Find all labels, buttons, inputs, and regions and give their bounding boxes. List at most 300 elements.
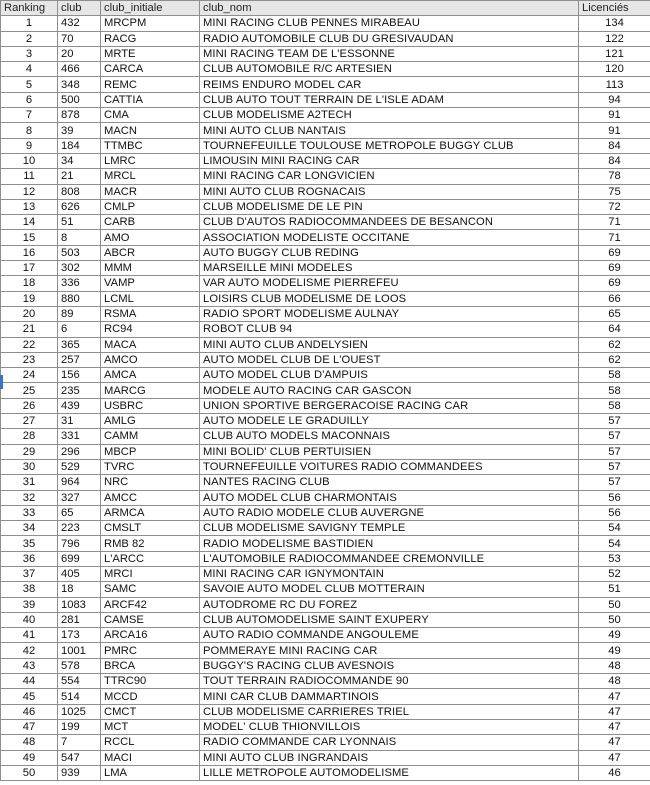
cell-ranking[interactable]: 1 xyxy=(1,16,58,31)
cell-club-nom[interactable]: MINI AUTO CLUB INGRANDAIS xyxy=(200,750,579,765)
cell-licencies[interactable]: 47 xyxy=(579,735,650,750)
cell-ranking[interactable]: 4 xyxy=(1,62,58,77)
table-row xyxy=(1,46,650,61)
cell-licencies[interactable]: 53 xyxy=(579,551,650,566)
table-row xyxy=(1,429,650,444)
cell-club-nom[interactable]: MINI AUTO CLUB NANTAIS xyxy=(200,123,579,138)
cell-ranking[interactable]: 6 xyxy=(1,92,58,107)
cell-licencies[interactable]: 65 xyxy=(579,306,650,321)
cell-club[interactable]: 296 xyxy=(58,444,101,459)
cell-club[interactable]: 31 xyxy=(58,414,101,429)
cell-ranking[interactable]: 8 xyxy=(1,123,58,138)
cell-club-initiale[interactable]: ARCA16 xyxy=(101,628,200,643)
cell-licencies[interactable]: 46 xyxy=(579,765,650,780)
cell-club[interactable]: 70 xyxy=(58,31,101,46)
cell-club[interactable]: 626 xyxy=(58,199,101,214)
cell-club-initiale[interactable]: MRCPM xyxy=(101,16,200,31)
cell-club[interactable]: 466 xyxy=(58,62,101,77)
cell-club-initiale[interactable]: MCCD xyxy=(101,689,200,704)
header-club-initiale[interactable]: club_initiale xyxy=(101,1,200,16)
table-row xyxy=(1,689,650,704)
cell-club[interactable]: 529 xyxy=(58,459,101,474)
cell-ranking[interactable]: 32 xyxy=(1,490,58,505)
cell-licencies[interactable]: 56 xyxy=(579,505,650,520)
table-row xyxy=(1,414,650,429)
cell-club-nom[interactable]: AUTO MODEL CLUB DE L'OUEST xyxy=(200,352,579,367)
cell-club-nom[interactable]: CLUB AUTOMOBILE R/C ARTESIEN xyxy=(200,62,579,77)
cell-club-initiale[interactable]: MCT xyxy=(101,719,200,734)
cell-ranking[interactable]: 50 xyxy=(1,765,58,780)
cell-club-nom[interactable]: LOISIRS CLUB MODELISME DE LOOS xyxy=(200,291,579,306)
cell-club[interactable]: 331 xyxy=(58,429,101,444)
cell-club-nom[interactable]: TOURNEFEUILLE VOITURES RADIO COMMANDEES xyxy=(200,459,579,474)
cell-ranking[interactable]: 5 xyxy=(1,77,58,92)
cell-club-initiale[interactable]: RCCL xyxy=(101,735,200,750)
cell-club-initiale[interactable]: LCML xyxy=(101,291,200,306)
cell-licencies[interactable]: 64 xyxy=(579,322,650,337)
cell-licencies[interactable]: 51 xyxy=(579,582,650,597)
cell-ranking[interactable]: 31 xyxy=(1,475,58,490)
cell-club-initiale[interactable]: MACA xyxy=(101,337,200,352)
cell-ranking[interactable]: 19 xyxy=(1,291,58,306)
cell-club-nom[interactable]: TOUT TERRAIN RADIOCOMMANDE 90 xyxy=(200,674,579,689)
cell-club[interactable]: 199 xyxy=(58,719,101,734)
cell-club-initiale[interactable]: NRC xyxy=(101,475,200,490)
cell-club-nom[interactable]: REIMS ENDURO MODEL CAR xyxy=(200,77,579,92)
cell-club[interactable]: 878 xyxy=(58,108,101,123)
cell-ranking[interactable]: 29 xyxy=(1,444,58,459)
cell-licencies[interactable]: 91 xyxy=(579,108,650,123)
cell-ranking[interactable]: 23 xyxy=(1,352,58,367)
cell-licencies[interactable]: 47 xyxy=(579,689,650,704)
cell-club-nom[interactable]: RADIO MODELISME BASTIDIEN xyxy=(200,536,579,551)
cell-club-nom[interactable]: AUTO MODEL CLUB D'AMPUIS xyxy=(200,368,579,383)
cell-club-initiale[interactable]: VAMP xyxy=(101,276,200,291)
cell-club-nom[interactable]: MINI RACING TEAM DE L'ESSONNE xyxy=(200,46,579,61)
table-row xyxy=(1,383,650,398)
table-row xyxy=(1,123,650,138)
cell-club-nom[interactable]: SAVOIE AUTO MODEL CLUB MOTTERAIN xyxy=(200,582,579,597)
cell-licencies[interactable]: 58 xyxy=(579,383,650,398)
cell-club-nom[interactable]: CLUB AUTOMODELISME SAINT EXUPERY xyxy=(200,612,579,627)
table-row xyxy=(1,261,650,276)
table-row xyxy=(1,612,650,627)
cell-club-nom[interactable]: MARSEILLE MINI MODELES xyxy=(200,261,579,276)
cell-club[interactable]: 281 xyxy=(58,612,101,627)
cell-club[interactable]: 34 xyxy=(58,153,101,168)
cell-club[interactable]: 699 xyxy=(58,551,101,566)
cell-club-initiale[interactable]: CMSLT xyxy=(101,521,200,536)
cell-club-nom[interactable]: CLUB AUTO MODELS MACONNAIS xyxy=(200,429,579,444)
cell-ranking[interactable]: 42 xyxy=(1,643,58,658)
cell-club-initiale[interactable]: PMRC xyxy=(101,643,200,658)
cell-ranking[interactable]: 41 xyxy=(1,628,58,643)
table-row xyxy=(1,628,650,643)
cell-ranking[interactable]: 37 xyxy=(1,566,58,581)
cell-club[interactable]: 880 xyxy=(58,291,101,306)
table-row xyxy=(1,337,650,352)
cell-club-nom[interactable]: L'AUTOMOBILE RADIOCOMMANDEE CREMONVILLE xyxy=(200,551,579,566)
table-row xyxy=(1,16,650,31)
cell-club[interactable]: 365 xyxy=(58,337,101,352)
header-club[interactable]: club xyxy=(58,1,101,16)
cell-ranking[interactable]: 14 xyxy=(1,215,58,230)
cell-club-nom[interactable]: TOURNEFEUILLE TOULOUSE METROPOLE BUGGY CLUB xyxy=(200,138,579,153)
cell-club-nom[interactable]: RADIO SPORT MODELISME AULNAY xyxy=(200,306,579,321)
cell-ranking[interactable]: 13 xyxy=(1,199,58,214)
cell-licencies[interactable]: 57 xyxy=(579,444,650,459)
cell-ranking[interactable]: 2 xyxy=(1,31,58,46)
cell-club[interactable]: 6 xyxy=(58,322,101,337)
cell-licencies[interactable]: 62 xyxy=(579,352,650,367)
cell-club-initiale[interactable]: TTRC90 xyxy=(101,674,200,689)
cell-club[interactable]: 21 xyxy=(58,169,101,184)
cell-ranking[interactable]: 20 xyxy=(1,306,58,321)
cell-licencies[interactable]: 113 xyxy=(579,77,650,92)
cell-club-initiale[interactable]: RMB 82 xyxy=(101,536,200,551)
table-row xyxy=(1,215,650,230)
cell-club-nom[interactable]: AUTO MODEL CLUB CHARMONTAIS xyxy=(200,490,579,505)
cell-club-nom[interactable]: LILLE METROPOLE AUTOMODELISME xyxy=(200,765,579,780)
cell-club[interactable]: 964 xyxy=(58,475,101,490)
cell-club-nom[interactable]: MINI AUTO CLUB ROGNACAIS xyxy=(200,184,579,199)
cell-club-nom[interactable]: MINI RACING CLUB PENNES MIRABEAU xyxy=(200,16,579,31)
cell-licencies[interactable]: 134 xyxy=(579,16,650,31)
table-body xyxy=(1,16,650,781)
cell-licencies[interactable]: 91 xyxy=(579,123,650,138)
cell-licencies[interactable]: 52 xyxy=(579,566,650,581)
cell-club[interactable]: 1001 xyxy=(58,643,101,658)
cell-ranking[interactable]: 22 xyxy=(1,337,58,352)
cell-club-initiale[interactable]: AMCA xyxy=(101,368,200,383)
cell-club-nom[interactable]: AUTODROME RC DU FOREZ xyxy=(200,597,579,612)
cell-ranking[interactable]: 36 xyxy=(1,551,58,566)
table-row xyxy=(1,704,650,719)
cell-club[interactable]: 20 xyxy=(58,46,101,61)
cell-club[interactable]: 327 xyxy=(58,490,101,505)
header-row xyxy=(1,1,650,16)
table-row xyxy=(1,368,650,383)
table-row xyxy=(1,245,650,260)
cell-club-initiale[interactable]: AMLG xyxy=(101,414,200,429)
cell-ranking[interactable]: 18 xyxy=(1,276,58,291)
cell-club-nom[interactable]: CLUB MODELISME SAVIGNY TEMPLE xyxy=(200,521,579,536)
cell-ranking[interactable]: 9 xyxy=(1,138,58,153)
cell-licencies[interactable]: 75 xyxy=(579,184,650,199)
cell-club-nom[interactable]: MODEL' CLUB THIONVILLOIS xyxy=(200,719,579,734)
cell-licencies[interactable]: 122 xyxy=(579,31,650,46)
table-row xyxy=(1,505,650,520)
cell-licencies[interactable]: 47 xyxy=(579,719,650,734)
cell-club-initiale[interactable]: RACG xyxy=(101,31,200,46)
cell-ranking[interactable]: 12 xyxy=(1,184,58,199)
cell-licencies[interactable]: 56 xyxy=(579,490,650,505)
cell-ranking[interactable]: 25 xyxy=(1,383,58,398)
cell-ranking[interactable]: 39 xyxy=(1,597,58,612)
cell-ranking[interactable]: 44 xyxy=(1,674,58,689)
cell-ranking[interactable]: 16 xyxy=(1,245,58,260)
cell-club-nom[interactable]: UNION SPORTIVE BERGERACOISE RACING CAR xyxy=(200,398,579,413)
header-licencies[interactable]: Licenciés xyxy=(579,1,650,16)
cell-club-initiale[interactable]: MRCL xyxy=(101,169,200,184)
cell-club-initiale[interactable]: CMA xyxy=(101,108,200,123)
cell-club-nom[interactable]: LIMOUSIN MINI RACING CAR xyxy=(200,153,579,168)
cell-club-initiale[interactable]: RSMA xyxy=(101,306,200,321)
cell-club-nom[interactable]: CLUB MODELISME DE LE PIN xyxy=(200,199,579,214)
cell-club-initiale[interactable]: CMLP xyxy=(101,199,200,214)
cell-club-nom[interactable]: ASSOCIATION MODELISTE OCCITANE xyxy=(200,230,579,245)
table-row xyxy=(1,169,650,184)
cell-club-nom[interactable]: MINI RACING CAR LONGVICIEN xyxy=(200,169,579,184)
cell-club-nom[interactable]: AUTO RADIO COMMANDE ANGOULEME xyxy=(200,628,579,643)
cell-club-nom[interactable]: ROBOT CLUB 94 xyxy=(200,322,579,337)
cell-club[interactable]: 18 xyxy=(58,582,101,597)
cell-club[interactable]: 156 xyxy=(58,368,101,383)
cell-licencies[interactable]: 84 xyxy=(579,153,650,168)
cell-club-initiale[interactable]: REMC xyxy=(101,77,200,92)
cell-club[interactable]: 500 xyxy=(58,92,101,107)
cell-club-nom[interactable]: CLUB D'AUTOS RADIOCOMMANDEES DE BESANCON xyxy=(200,215,579,230)
cell-club-nom[interactable]: AUTO MODELE LE GRADUILLY xyxy=(200,414,579,429)
table-row xyxy=(1,138,650,153)
cell-ranking[interactable]: 7 xyxy=(1,108,58,123)
cell-licencies[interactable]: 121 xyxy=(579,46,650,61)
cell-club-nom[interactable]: CLUB MODELISME CARRIERES TRIEL xyxy=(200,704,579,719)
cell-club[interactable]: 257 xyxy=(58,352,101,367)
table-row xyxy=(1,153,650,168)
cell-club-initiale[interactable]: ARCF42 xyxy=(101,597,200,612)
cell-club-nom[interactable]: POMMERAYE MINI RACING CAR xyxy=(200,643,579,658)
table-row xyxy=(1,230,650,245)
cell-club-initiale[interactable]: CAMSE xyxy=(101,612,200,627)
table-row xyxy=(1,199,650,214)
cell-club[interactable]: 336 xyxy=(58,276,101,291)
cell-club[interactable]: 173 xyxy=(58,628,101,643)
table-row xyxy=(1,62,650,77)
cell-ranking[interactable]: 21 xyxy=(1,322,58,337)
cell-licencies[interactable]: 69 xyxy=(579,276,650,291)
cell-club-nom[interactable]: CLUB AUTO TOUT TERRAIN DE L'ISLE ADAM xyxy=(200,92,579,107)
cell-licencies[interactable]: 49 xyxy=(579,628,650,643)
cell-club-nom[interactable]: NANTES RACING CLUB xyxy=(200,475,579,490)
cell-ranking[interactable]: 24 xyxy=(1,368,58,383)
table-row xyxy=(1,597,650,612)
table-row xyxy=(1,582,650,597)
cell-club[interactable]: 184 xyxy=(58,138,101,153)
table-row xyxy=(1,521,650,536)
cell-club-initiale[interactable]: ABCR xyxy=(101,245,200,260)
cell-licencies[interactable]: 57 xyxy=(579,429,650,444)
cell-ranking[interactable]: 45 xyxy=(1,689,58,704)
cell-club[interactable]: 39 xyxy=(58,123,101,138)
cell-licencies[interactable]: 50 xyxy=(579,612,650,627)
cell-club-initiale[interactable]: ARMCA xyxy=(101,505,200,520)
cell-club-nom[interactable]: BUGGY'S RACING CLUB AVESNOIS xyxy=(200,658,579,673)
cell-club[interactable]: 348 xyxy=(58,77,101,92)
cell-club[interactable]: 235 xyxy=(58,383,101,398)
cell-club-initiale[interactable]: CARCA xyxy=(101,62,200,77)
cell-club[interactable]: 578 xyxy=(58,658,101,673)
cell-club[interactable]: 439 xyxy=(58,398,101,413)
cell-ranking[interactable]: 27 xyxy=(1,414,58,429)
cell-club[interactable]: 302 xyxy=(58,261,101,276)
cell-ranking[interactable]: 38 xyxy=(1,582,58,597)
cell-ranking[interactable]: 47 xyxy=(1,719,58,734)
cell-ranking[interactable]: 30 xyxy=(1,459,58,474)
cell-club-nom[interactable]: RADIO AUTOMOBILE CLUB DU GRESIVAUDAN xyxy=(200,31,579,46)
header-ranking[interactable]: Ranking xyxy=(1,1,58,16)
cell-club[interactable]: 808 xyxy=(58,184,101,199)
cell-club[interactable]: 8 xyxy=(58,230,101,245)
cell-licencies[interactable]: 71 xyxy=(579,230,650,245)
cell-licencies[interactable]: 66 xyxy=(579,291,650,306)
cell-licencies[interactable]: 47 xyxy=(579,704,650,719)
cell-licencies[interactable]: 48 xyxy=(579,674,650,689)
cell-ranking[interactable]: 28 xyxy=(1,429,58,444)
cell-club-initiale[interactable]: TTMBC xyxy=(101,138,200,153)
cell-ranking[interactable]: 33 xyxy=(1,505,58,520)
cell-club-initiale[interactable]: MACR xyxy=(101,184,200,199)
cell-licencies[interactable]: 49 xyxy=(579,643,650,658)
cell-club-nom[interactable]: AUTO BUGGY CLUB REDING xyxy=(200,245,579,260)
cell-ranking[interactable]: 49 xyxy=(1,750,58,765)
cell-club-initiale[interactable]: CATTIA xyxy=(101,92,200,107)
cell-licencies[interactable]: 48 xyxy=(579,658,650,673)
table-row xyxy=(1,291,650,306)
cell-club[interactable]: 65 xyxy=(58,505,101,520)
cell-club[interactable]: 223 xyxy=(58,521,101,536)
cell-club-initiale[interactable]: LMA xyxy=(101,765,200,780)
cell-licencies[interactable]: 50 xyxy=(579,597,650,612)
table-row xyxy=(1,674,650,689)
table-row xyxy=(1,352,650,367)
table-row xyxy=(1,306,650,321)
table-row xyxy=(1,92,650,107)
cell-club-nom[interactable]: MINI RACING CAR IGNYMONTAIN xyxy=(200,566,579,581)
cell-licencies[interactable]: 57 xyxy=(579,414,650,429)
cell-club-initiale[interactable]: MACN xyxy=(101,123,200,138)
cell-licencies[interactable]: 120 xyxy=(579,62,650,77)
cell-ranking[interactable]: 11 xyxy=(1,169,58,184)
row-selection-marker xyxy=(0,375,3,389)
cell-ranking[interactable]: 48 xyxy=(1,735,58,750)
table-row xyxy=(1,750,650,765)
cell-club-initiale[interactable]: MACI xyxy=(101,750,200,765)
cell-club-initiale[interactable]: AMCO xyxy=(101,352,200,367)
cell-ranking[interactable]: 3 xyxy=(1,46,58,61)
cell-ranking[interactable]: 43 xyxy=(1,658,58,673)
cell-licencies[interactable]: 69 xyxy=(579,261,650,276)
cell-licencies[interactable]: 58 xyxy=(579,398,650,413)
cell-ranking[interactable]: 40 xyxy=(1,612,58,627)
cell-club-nom[interactable]: MINI AUTO CLUB ANDELYSIEN xyxy=(200,337,579,352)
cell-club-nom[interactable]: AUTO RADIO MODELE CLUB AUVERGNE xyxy=(200,505,579,520)
cell-club-initiale[interactable]: MARCG xyxy=(101,383,200,398)
cell-club-initiale[interactable]: USBRC xyxy=(101,398,200,413)
cell-club-nom[interactable]: MINI BOLID' CLUB PERTUISIEN xyxy=(200,444,579,459)
cell-club[interactable]: 1083 xyxy=(58,597,101,612)
cell-club[interactable]: 514 xyxy=(58,689,101,704)
cell-licencies[interactable]: 69 xyxy=(579,245,650,260)
cell-licencies[interactable]: 62 xyxy=(579,337,650,352)
cell-club-initiale[interactable]: AMCC xyxy=(101,490,200,505)
table-row xyxy=(1,475,650,490)
cell-club[interactable]: 939 xyxy=(58,765,101,780)
cell-club-initiale[interactable]: AMO xyxy=(101,230,200,245)
table-row xyxy=(1,444,650,459)
cell-club-initiale[interactable]: MRCI xyxy=(101,566,200,581)
cell-club-initiale[interactable]: RC94 xyxy=(101,322,200,337)
cell-club[interactable]: 554 xyxy=(58,674,101,689)
cell-club-nom[interactable]: RADIO COMMANDE CAR LYONNAIS xyxy=(200,735,579,750)
cell-club-nom[interactable]: VAR AUTO MODELISME PIERREFEU xyxy=(200,276,579,291)
cell-club[interactable]: 503 xyxy=(58,245,101,260)
cell-club-initiale[interactable]: LMRC xyxy=(101,153,200,168)
cell-ranking[interactable]: 15 xyxy=(1,230,58,245)
cell-licencies[interactable]: 72 xyxy=(579,199,650,214)
cell-licencies[interactable]: 57 xyxy=(579,475,650,490)
cell-club-initiale[interactable]: CAMM xyxy=(101,429,200,444)
cell-licencies[interactable]: 94 xyxy=(579,92,650,107)
cell-club[interactable]: 547 xyxy=(58,750,101,765)
cell-club[interactable]: 1025 xyxy=(58,704,101,719)
cell-ranking[interactable]: 26 xyxy=(1,398,58,413)
cell-ranking[interactable]: 10 xyxy=(1,153,58,168)
cell-licencies[interactable]: 84 xyxy=(579,138,650,153)
table-row xyxy=(1,31,650,46)
cell-ranking[interactable]: 46 xyxy=(1,704,58,719)
cell-club-nom[interactable]: MINI CAR CLUB DAMMARTINOIS xyxy=(200,689,579,704)
table-row xyxy=(1,398,650,413)
cell-licencies[interactable]: 54 xyxy=(579,521,650,536)
cell-ranking[interactable]: 35 xyxy=(1,536,58,551)
cell-club-initiale[interactable]: CARB xyxy=(101,215,200,230)
cell-club-initiale[interactable]: MRTE xyxy=(101,46,200,61)
cell-licencies[interactable]: 71 xyxy=(579,215,650,230)
cell-club-initiale[interactable]: MMM xyxy=(101,261,200,276)
cell-club[interactable]: 405 xyxy=(58,566,101,581)
table-row xyxy=(1,490,650,505)
cell-club[interactable]: 51 xyxy=(58,215,101,230)
table-row xyxy=(1,765,650,780)
cell-licencies[interactable]: 78 xyxy=(579,169,650,184)
cell-licencies[interactable]: 57 xyxy=(579,459,650,474)
cell-club[interactable]: 796 xyxy=(58,536,101,551)
table-row xyxy=(1,566,650,581)
table-row xyxy=(1,658,650,673)
cell-club-initiale[interactable]: TVRC xyxy=(101,459,200,474)
cell-club-initiale[interactable]: L'ARCC xyxy=(101,551,200,566)
header-club-nom[interactable]: club_nom xyxy=(200,1,579,16)
cell-club-nom[interactable]: CLUB MODELISME A2TECH xyxy=(200,108,579,123)
cell-licencies[interactable]: 54 xyxy=(579,536,650,551)
table-row xyxy=(1,108,650,123)
cell-club-initiale[interactable]: MBCP xyxy=(101,444,200,459)
table-row xyxy=(1,719,650,734)
cell-club[interactable]: 7 xyxy=(58,735,101,750)
cell-club[interactable]: 89 xyxy=(58,306,101,321)
cell-club[interactable]: 432 xyxy=(58,16,101,31)
cell-club-initiale[interactable]: SAMC xyxy=(101,582,200,597)
cell-club-initiale[interactable]: BRCA xyxy=(101,658,200,673)
cell-ranking[interactable]: 34 xyxy=(1,521,58,536)
cell-licencies[interactable]: 47 xyxy=(579,750,650,765)
table-row xyxy=(1,322,650,337)
cell-ranking[interactable]: 17 xyxy=(1,261,58,276)
cell-licencies[interactable]: 58 xyxy=(579,368,650,383)
cell-club-initiale[interactable]: CMCT xyxy=(101,704,200,719)
cell-club-nom[interactable]: MODELE AUTO RACING CAR GASCON xyxy=(200,383,579,398)
